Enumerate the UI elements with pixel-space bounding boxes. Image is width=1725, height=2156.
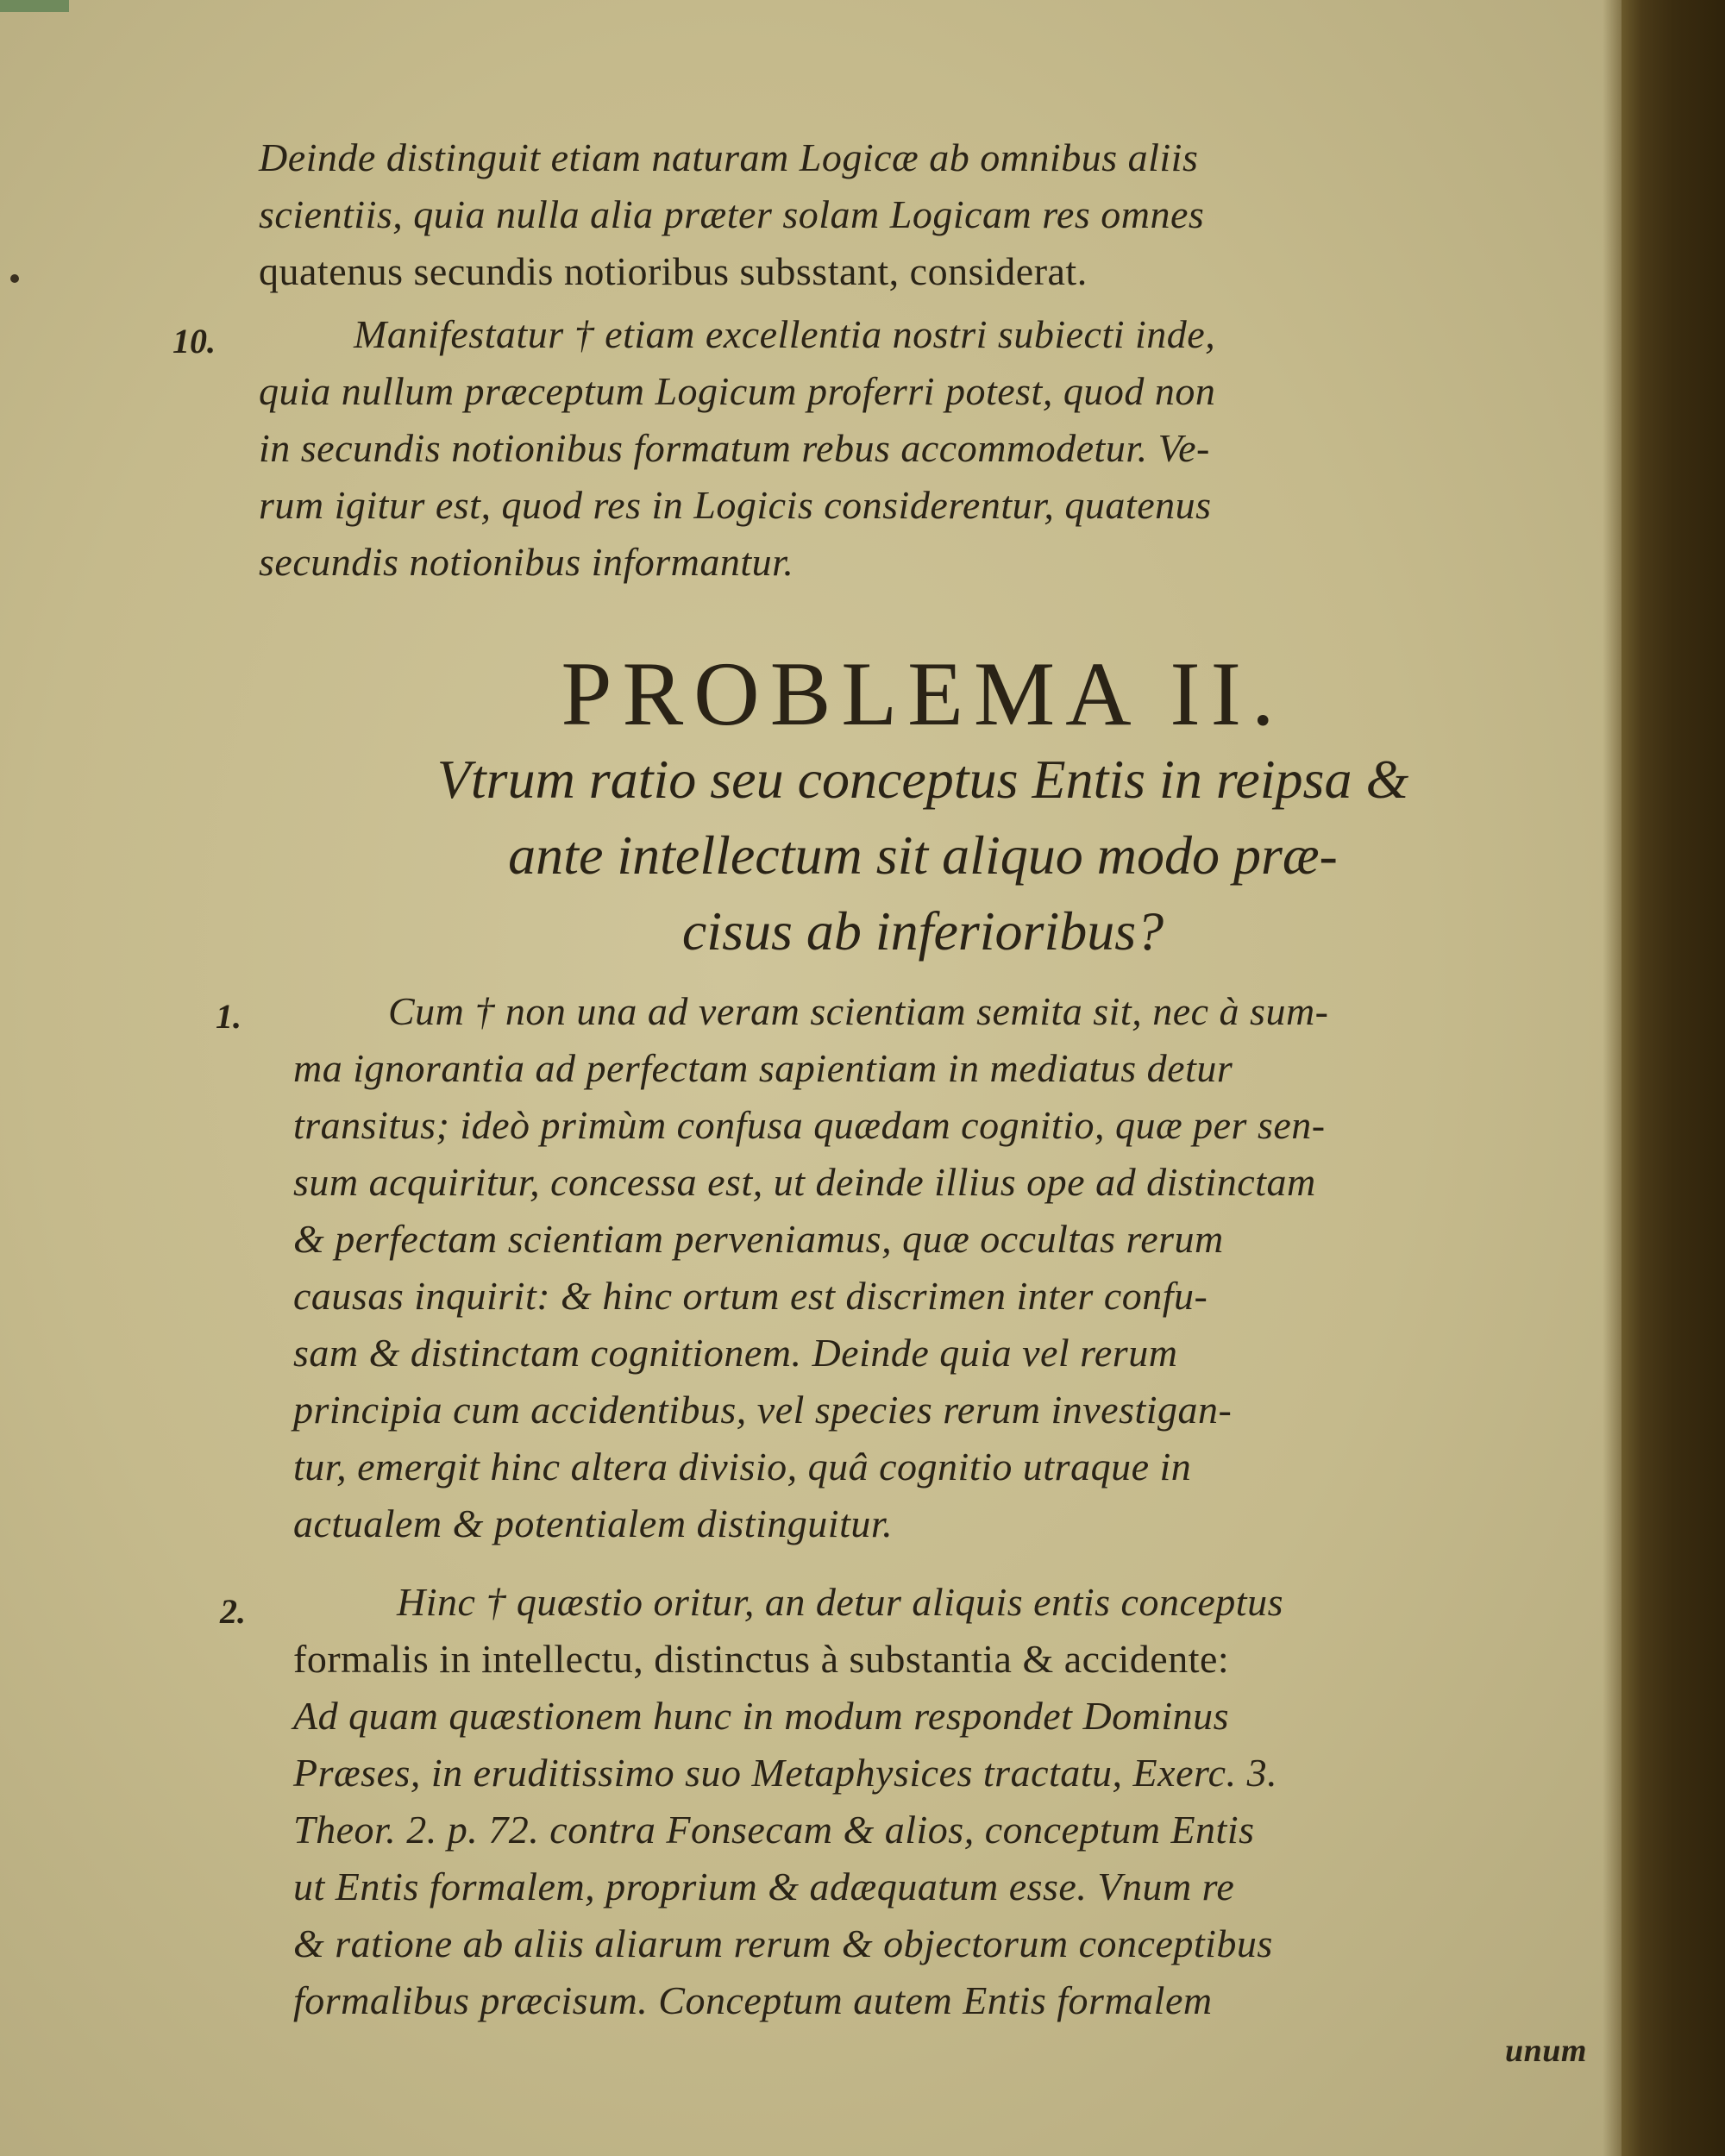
text-line: & perfectam scientiam perveniamus, quæ occultas rerum (293, 1217, 1224, 1261)
text-line: Theor. 2. p. 72. contra Fonsecam & alios, conceptum Entis (293, 1808, 1255, 1852)
question-line: ante intellectum sit aliquo modo præ- (508, 824, 1338, 886)
problem-heading: PROBLEMA II. (561, 643, 1285, 744)
ink-spot (10, 274, 19, 283)
paragraph-1 (293, 983, 1587, 1552)
text-line: ut Entis formalem, proprium & adæquatum esse. Vnum re (293, 1865, 1235, 1908)
text-line: actualem & potentialem distinguitur. (293, 1501, 894, 1545)
text-line: Præses, in eruditissimo suo Metaphysices tractatu, Exerc. 3. (293, 1751, 1278, 1795)
page-stain (0, 0, 69, 12)
text-line: principia cum accidentibus, vel species rerum investigan- (293, 1388, 1233, 1432)
text-line: quia nullum præceptum Logicum proferri potest, quod non (259, 369, 1216, 413)
text-line: rum igitur est, quod res in Logicis considerentur, quatenus (259, 483, 1212, 527)
text-line: transitus; ideò primùm confusa quædam cognitio, quæ per sen- (293, 1103, 1326, 1147)
text-line: Manifestatur † etiam excellentia nostri subiecti inde, (354, 312, 1216, 356)
question-line: Vtrum ratio seu conceptus Entis in reipsa & (436, 749, 1409, 810)
paragraph-continuation (259, 129, 1587, 300)
book-binding-gutter (1622, 0, 1725, 2156)
text-line: secundis notionibus informantur. (259, 540, 794, 584)
paragraph-10 (259, 306, 1587, 591)
text-line: Deinde distinguit etiam naturam Logicæ ab omnibus aliis (259, 135, 1199, 179)
text-line: in secundis notionibus formatum rebus accommodetur. Ve- (259, 426, 1210, 470)
text-line: & ratione ab aliis aliarum rerum & objectorum conceptibus (293, 1921, 1273, 1965)
problem-question (259, 742, 1587, 969)
paragraph-2 (293, 1574, 1587, 2072)
text-line: quatenus secundis notioribus subsstant, considerat. (259, 249, 1088, 293)
text-line: Hinc † quæstio oritur, an detur aliquis entis conceptus (397, 1580, 1283, 1624)
text-line: tur, emergit hinc altera divisio, quâ cognitio utraque in (293, 1445, 1192, 1489)
text-line: formalis in intellectu, distinctus à substantia & accidente: (293, 1637, 1230, 1681)
text-line: Ad quam quæstionem hunc in modum respondet Dominus (293, 1694, 1230, 1738)
text-line: ma ignorantia ad perfectam sapientiam in mediatus detur (293, 1046, 1233, 1090)
paragraph-number: 2. (220, 1592, 246, 1631)
text-line: scientiis, quia nulla alia præter solam Logicam res omnes (259, 192, 1205, 236)
text-line: formalibus præcisum. Conceptum autem Entis formalem (293, 1978, 1213, 2022)
text-line: Cum † non una ad veram scientiam semita sit, nec à sum- (388, 989, 1329, 1033)
text-line: sam & distinctam cognitionem. Deinde quia vel rerum (293, 1331, 1178, 1375)
catchword: unum (1505, 2033, 1587, 2069)
paragraph-number: 1. (216, 997, 242, 1036)
text-line: causas inquirit: & hinc ortum est discrimen inter confu- (293, 1274, 1208, 1318)
paragraph-number: 10. (172, 322, 216, 360)
question-line: cisus ab inferioribus? (681, 900, 1164, 962)
text-line: sum acquiritur, concessa est, ut deinde illius ope ad distinctam (293, 1160, 1316, 1204)
binding-shadow (1603, 0, 1622, 2156)
